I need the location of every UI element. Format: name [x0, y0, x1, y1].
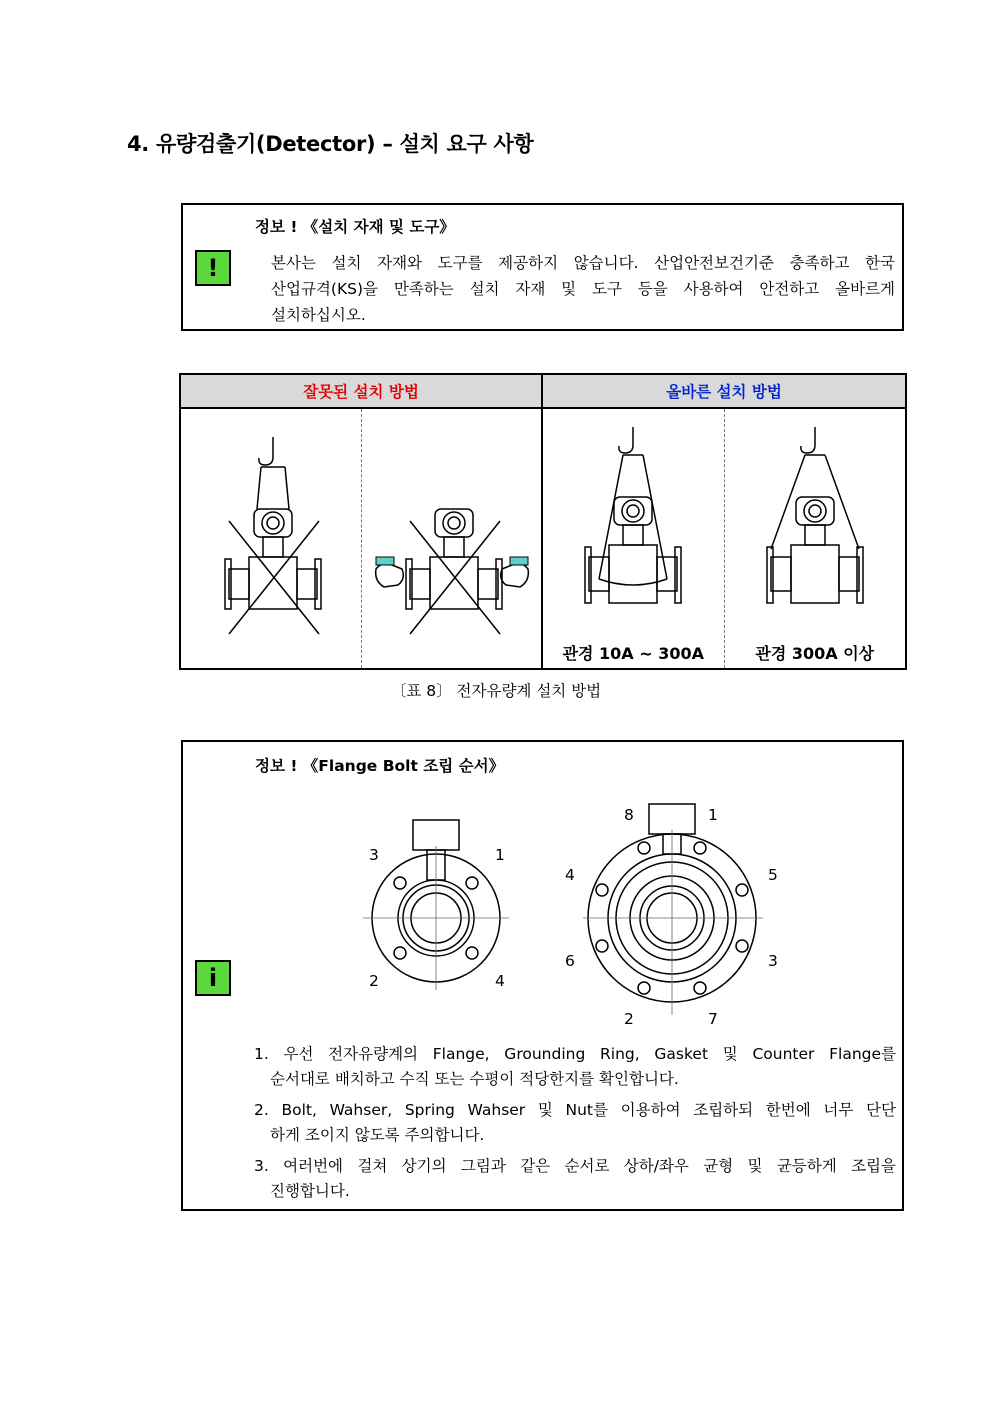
step-line: 2. Bolt, Wahser, Spring Wahser 및 Nut를 이용하여 조립하되 한번에 너무 단단 [254, 1101, 896, 1119]
bolt-number: 4 [495, 972, 505, 990]
bolt-number: 3 [369, 846, 379, 864]
info-line: 산업규격(KS)을 만족하는 설치 자재 및 도구 등을 사용하여 안전하고 올바르게 [271, 280, 895, 298]
bolt-number: 8 [624, 806, 634, 824]
large-flange-diagram [583, 800, 768, 1020]
bolt-number: 2 [624, 1010, 634, 1028]
bolt-number: 6 [565, 952, 575, 970]
assembly-steps-list [254, 1042, 896, 1210]
right-method-large-cell [724, 408, 906, 669]
step-line: 3. 여러번에 걸쳐 상기의 그림과 같은 순서로 상하/좌우 균형 및 균등하게 조립을 [254, 1157, 896, 1175]
right-method-header: 올바른 설치 방법 [542, 374, 906, 408]
exclamation-icon: ! [195, 250, 231, 286]
bolt-number: 5 [768, 866, 778, 884]
info-icon: i [195, 960, 231, 996]
info-line: 본사는 설치 자재와 도구를 제공하지 않습니다. 산업안전보건기준 충족하고 한국 [271, 254, 895, 272]
bolt-number: 4 [565, 866, 575, 884]
bolt-number: 1 [495, 846, 505, 864]
info-title: 정보 ! 《Flange Bolt 조립 순서》 [255, 757, 505, 775]
table-caption: 〔표 8〕 전자유량계 설치 방법 [390, 682, 602, 700]
list-item [254, 1154, 896, 1204]
step-line: 순서대로 배치하고 수직 또는 수평이 적당한지를 확인합니다. [270, 1070, 679, 1088]
step-line: 진행합니다. [270, 1182, 350, 1200]
section-heading: 4. 유량검출기(Detector) – 설치 요구 사항 [127, 132, 534, 156]
size-label-small: 관경 10A ~ 300A [562, 644, 704, 663]
small-flange-diagram [363, 812, 513, 992]
wrong-method-header: 잘못된 설치 방법 [180, 374, 542, 408]
size-label-large: 관경 300A 이상 [755, 644, 875, 663]
right-sling-large-illustration [725, 409, 905, 639]
wrong-method-2-cell [361, 408, 542, 669]
info-box-materials [181, 203, 904, 331]
step-line: 1. 우선 전자유량계의 Flange, Grounding Ring, Gasket 및 Counter Flange를 [254, 1045, 896, 1063]
list-item [254, 1042, 896, 1092]
info-title: 정보 ! 《설치 자재 및 도구》 [255, 218, 455, 236]
bolt-number: 2 [369, 972, 379, 990]
wrong-hold-by-hands-illustration [362, 409, 542, 664]
installation-method-table [179, 373, 907, 670]
right-sling-small-illustration [543, 409, 723, 639]
list-item [254, 1098, 896, 1148]
wrong-method-1-cell [180, 408, 361, 669]
wrong-lift-by-detector-illustration [181, 409, 361, 664]
bolt-number: 3 [768, 952, 778, 970]
right-method-small-cell [542, 408, 724, 669]
info-line: 설치하십시오. [271, 306, 366, 324]
bolt-number: 7 [708, 1010, 718, 1028]
step-line: 하게 조이지 않도록 주의합니다. [270, 1126, 485, 1144]
bolt-number: 1 [708, 806, 718, 824]
info-paragraph [271, 250, 895, 328]
